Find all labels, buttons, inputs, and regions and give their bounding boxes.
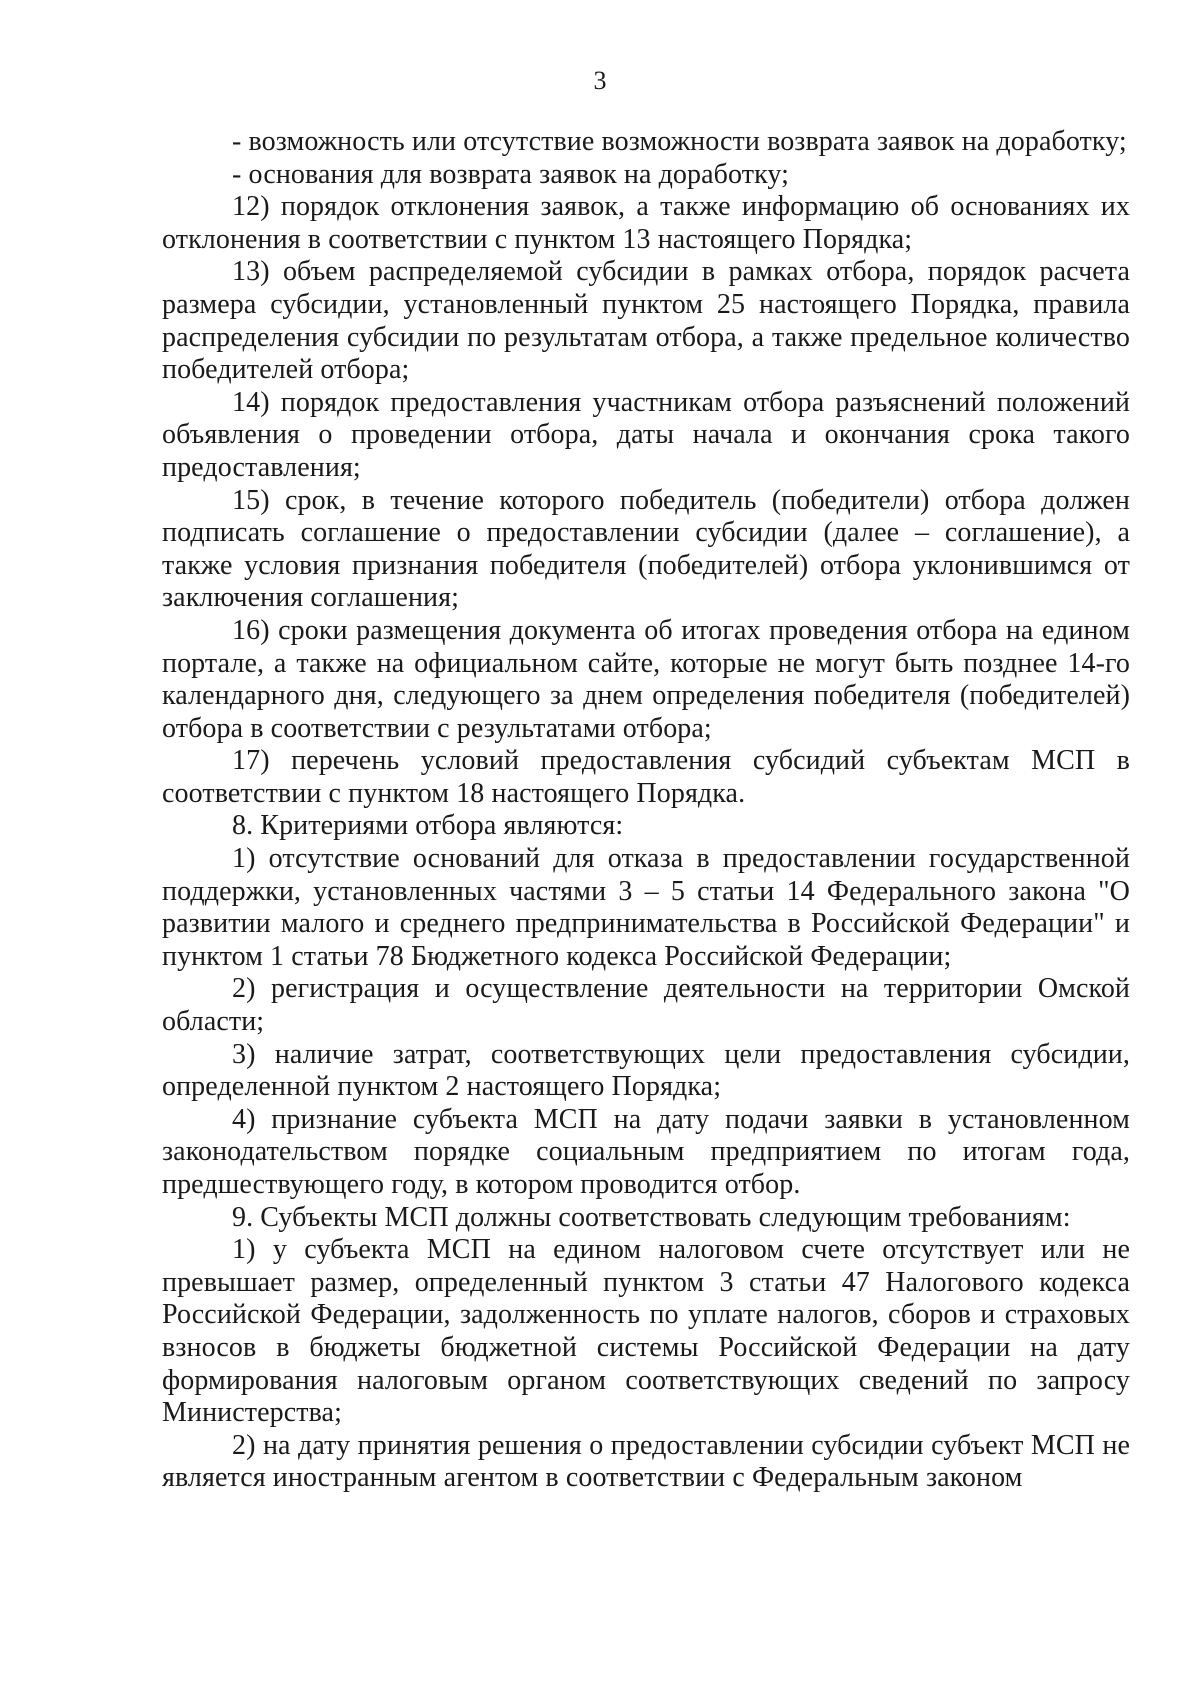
paragraph-item-15: 15) срок, в течение которого победитель (победители) отбора должен подписать соглашение о предоставлении субсидии (далее – соглашение), а также условия признания победителя (победителей) отбора уклонившимся от заключения соглашения; xyxy=(162,484,1130,614)
paragraph-item-17: 17) перечень условий предоставления субсидий субъектам МСП в соответствии с пунктом 18 настоящего Порядка. xyxy=(162,745,1130,809)
paragraph-item-16: 16) сроки размещения документа об итогах проведения отбора на едином портале, а также на официальном сайте, которые не могут быть позднее 14-го календарного дня, следующего за днем определения победителя (победителей) отбора в соответствии с результатами отбора; xyxy=(162,614,1130,744)
requirement-1: 1) у субъекта МСП на едином налоговом счете отсутствует или не превышает размер, определенный пунктом 3 статьи 47 Налогового кодекса Российской Федерации, задолженность по уплате налогов, сборов и страховых взносов в бюджеты бюджетной системы Российской Федерации на дату формирования налоговым органом соответствующих сведений по запросу Министерства; xyxy=(162,1234,1130,1429)
paragraph-item-13: 13) объем распределяемой субсидии в рамках отбора, порядок расчета размера субсидии, установленный пунктом 25 настоящего Порядка, правила распределения субсидии по результатам отбора, а также предельное количество победителей отбора; xyxy=(162,256,1130,386)
section-9-heading: 9. Субъекты МСП должны соответствовать следующим требованиям: xyxy=(232,1201,1071,1233)
criterion-2: 2) регистрация и осуществление деятельности на территории Омской области; xyxy=(162,973,1130,1038)
criterion-4: 4) признание субъекта МСП на дату подачи заявки в установленном законодательством порядке социальным предприятием по итогам года, предшествующего году, в котором проводится отбор. xyxy=(162,1103,1130,1200)
paragraph-return-grounds: - основания для возврата заявок на доработку; xyxy=(232,158,789,190)
page-number: 3 xyxy=(593,66,607,95)
paragraph-item-14: 14) порядок предоставления участникам отбора разъяснений положений объявления о проведении отбора, даты начала и окончания срока такого предоставления; xyxy=(162,386,1130,483)
document-body xyxy=(162,126,1130,1495)
criterion-3: 3) наличие затрат, соответствующих цели предоставления субсидии, определенной пунктом 2 настоящего Порядка; xyxy=(162,1038,1130,1103)
criterion-1: 1) отсутствие оснований для отказа в предоставлении государственной поддержки, установленных частями 3 – 5 статьи 14 Федерального закона "О развитии малого и среднего предпринимательства в Российской Федерации" и пунктом 1 статьи 78 Бюджетного кодекса Российской Федерации; xyxy=(162,843,1130,972)
paragraph-return-possibility: - возможность или отсутствие возможности возврата заявок на доработку; xyxy=(232,126,1127,157)
requirement-2: 2) на дату принятия решения о предоставлении субсидии субъект МСП не является иностранным агентом в соответствии с Федеральным законом xyxy=(162,1429,1130,1494)
paragraph-item-12: 12) порядок отклонения заявок, а также информацию об основаниях их отклонения в соответствии с пунктом 13 настоящего Порядка; xyxy=(162,191,1130,255)
section-8-heading: 8. Критериями отбора являются: xyxy=(232,810,624,842)
